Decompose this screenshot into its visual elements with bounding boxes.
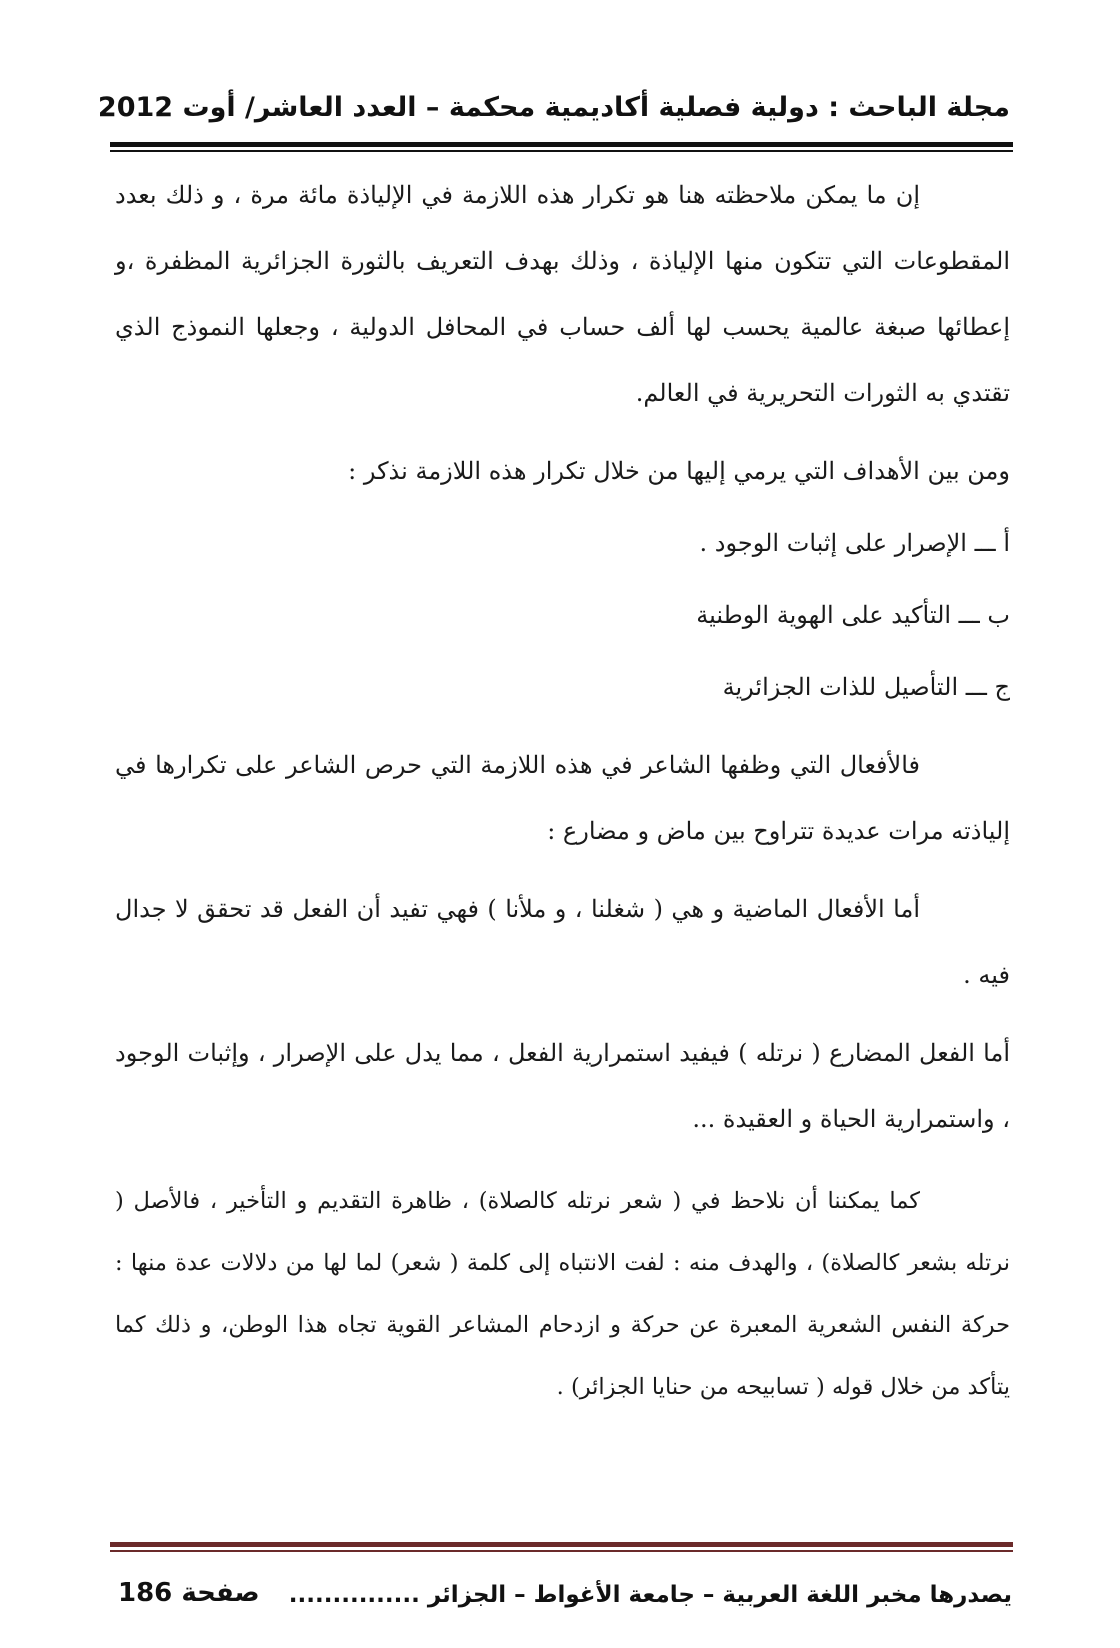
header-rule-thick xyxy=(110,142,1013,147)
list-item-c: ج ـــ التأصيل للذات الجزائرية xyxy=(722,673,1010,701)
footer-publisher: يصدرها مخبر اللغة العربية – جامعة الأغواط – الجزائر ............... xyxy=(288,1582,1012,1608)
footer-rule-thin xyxy=(110,1550,1013,1552)
list-item-a: أ ـــ الإصرار على إثبات الوجود . xyxy=(699,529,1010,557)
paragraph-5: أما الفعل المضارع ( نرتله ) فيفيد استمرارية الفعل ، مما يدل على الإصرار ، وإثبات الوجود ، واستمرارية الحياة و العقيدة ... xyxy=(115,1039,1010,1133)
paragraph-6: كما يمكننا أن نلاحظ في ( شعر نرتله كالصلاة) ، ظاهرة التقديم و التأخير ، فالأصل ( نرتله بشعر كالصلاة) ، والهدف منه : لفت الانتباه إلى كلمة ( شعر) لما لها من دلالات عدة منها : حركة النفس الشعرية المعبرة عن حركة و ازدحام المشاعر القوية تجاه هذا الوطن، و ذلك كما يتأكد من خلال قوله ( تسابيحه من حنايا الجزائر) . xyxy=(115,1188,1010,1400)
paragraph-3: فالأفعال التي وظفها الشاعر في هذه اللازمة التي حرص الشاعر على تكرارها في إلياذته مرات عديدة تتراوح بين ماض و مضارع : xyxy=(115,751,1010,845)
paragraph-2: ومن بين الأهداف التي يرمي إليها من خلال تكرار هذه اللازمة نذكر : xyxy=(348,457,1010,485)
paragraph-4: أما الأفعال الماضية و هي ( شغلنا ، و ملأنا ) فهي تفيد أن الفعل قد تحقق لا جدال فيه . xyxy=(115,895,1010,989)
paragraph-1: إن ما يمكن ملاحظته هنا هو تكرار هذه اللازمة في الإلياذة مائة مرة ، و ذلك بعدد المقطوعات التي تتكون منها الإلياذة ، وذلك بهدف التعريف بالثورة الجزائرية المظفرة ،و إعطائها صبغة عالمية يحسب لها ألف حساب في المحافل الدولية ، وجعلها النموذج الذي تقتدي به الثورات التحريرية في العالم. xyxy=(115,181,1010,407)
page-number: صفحة 186 xyxy=(118,1578,260,1608)
footer-rule-thick xyxy=(110,1542,1013,1547)
body-content xyxy=(115,162,1010,1418)
header-rule-thin xyxy=(110,150,1013,152)
journal-header-title: مجلة الباحث : دولية فصلية أكاديمية محكمة – العدد العاشر/ أوت 2012 xyxy=(97,92,1010,123)
list-item-b: ب ـــ التأكيد على الهوية الوطنية xyxy=(696,601,1010,629)
